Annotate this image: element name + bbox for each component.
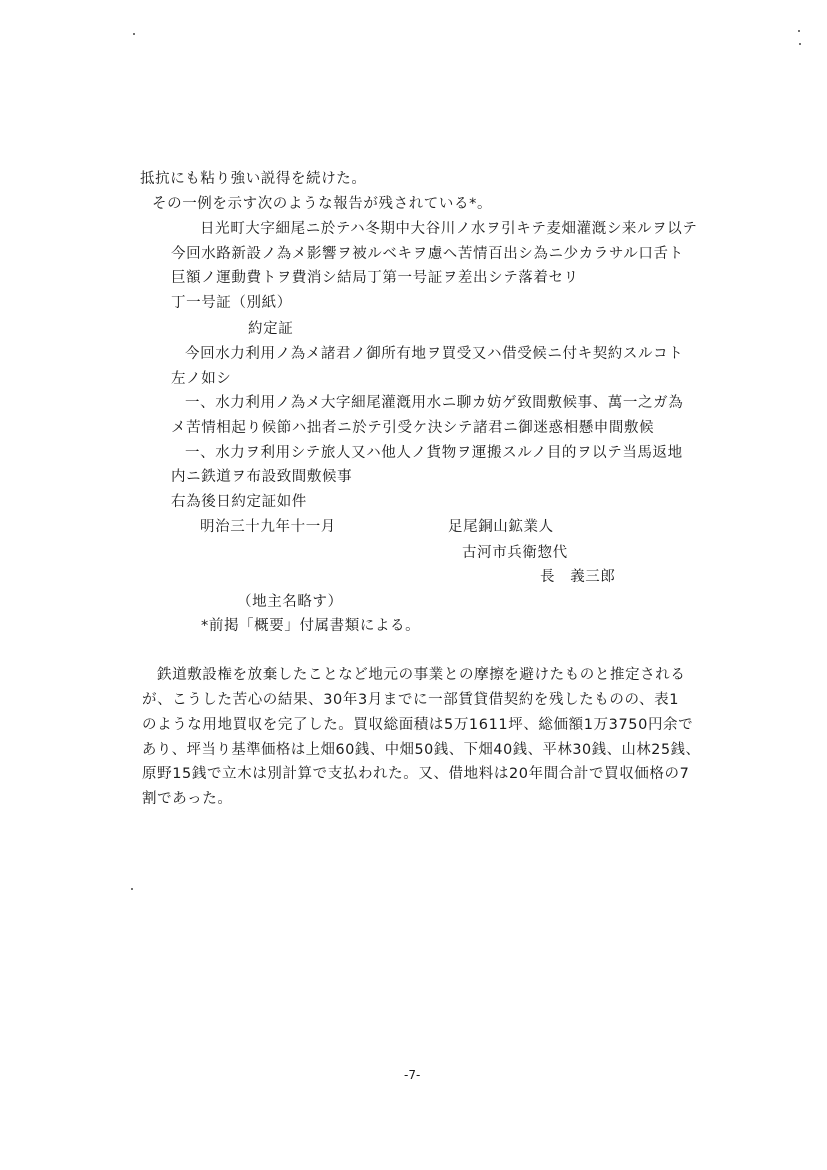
contract-item-2-line-1: 一、水力ヲ利用シテ旅人又ハ他人ノ貨物ヲ運搬スルノ目的ヲ以テ当馬返地 [185, 445, 683, 461]
contract-title: 約定証 [248, 321, 294, 337]
contract-item-1-line-2: メ苦情相起り候節ハ拙者ニ於テ引受ケ決シテ諸君ニ御迷惑相懸申間敷候 [171, 420, 655, 436]
contract-body-line-1: 今回水力利用ノ為メ諸君ノ御所有地ヲ買受又ハ借受候ニ付キ契約スルコト [185, 346, 684, 362]
paragraph-line-2: が、こうした苦心の結果、30年3月までに一部賃貸借契約を残したものの、表1 [142, 692, 680, 708]
contract-date: 明治三十九年十一月 [200, 519, 336, 535]
scan-speck [131, 888, 133, 890]
paragraph-line-6: 割であった。 [142, 791, 233, 807]
landowners-omitted: （地主名略す） [237, 594, 343, 610]
paragraph-line-3: のような用地買収を完了した。買収総面積は5万1611坪、総価額1万3750円余で [142, 717, 694, 733]
contract-closing: 右為後日約定証如件 [171, 494, 307, 510]
scan-speck [799, 43, 801, 45]
page-number: -7- [404, 1068, 421, 1082]
quote-line-2: 今回水路新設ノ為メ影響ヲ被ルベキヲ慮ヘ苦情百出シ為ニ少カラサル口舌ト [171, 246, 684, 262]
contract-party-rep: 古河市兵衛惣代 [462, 545, 568, 561]
contract-item-2-line-2: 内ニ鉄道ヲ布設致間敷候事 [171, 469, 353, 485]
intro-line-2: その一例を示す次のような報告が残されている*。 [152, 196, 493, 212]
footnote: *前掲「概要」付属書類による。 [201, 618, 421, 634]
scan-speck [133, 33, 135, 35]
quote-line-3: 巨額ノ運動費トヲ費消シ結局丁第一号証ヲ差出シテ落着セリ [171, 270, 579, 286]
contract-item-1-line-1: 一、水力利用ノ為メ大字細尾灌漑用水ニ聊カ妨ゲ致間敷候事、萬一之ガ為 [185, 395, 684, 411]
contract-party-name: 長 義三郎 [540, 569, 616, 585]
contract-party-org: 足尾銅山鉱業人 [448, 519, 554, 535]
contract-body-line-2: 左ノ如シ [171, 371, 232, 387]
paragraph-line-1: 鉄道敷設権を放棄したことなど地元の事業との摩擦を避けたものと推定される [157, 667, 686, 683]
intro-line-1: 抵抗にも粘り強い説得を続けた。 [140, 171, 367, 187]
paragraph-line-5: 原野15銭で立木は別計算で支払われた。又、借地料は20年間合計で買収価格の7 [142, 766, 690, 782]
exhibit-label: 丁一号証（別紙） [171, 295, 292, 311]
paragraph-line-4: あり、坪当り基準価格は上畑60銭、中畑50銭、下畑40銭、平林30銭、山林25銭、 [142, 742, 701, 758]
scan-speck [798, 30, 800, 32]
quote-line-1: 日光町大字細尾ニ於テハ冬期中大谷川ノ水ヲ引キテ麦畑灌漑シ来ルヲ以テ [200, 221, 698, 237]
